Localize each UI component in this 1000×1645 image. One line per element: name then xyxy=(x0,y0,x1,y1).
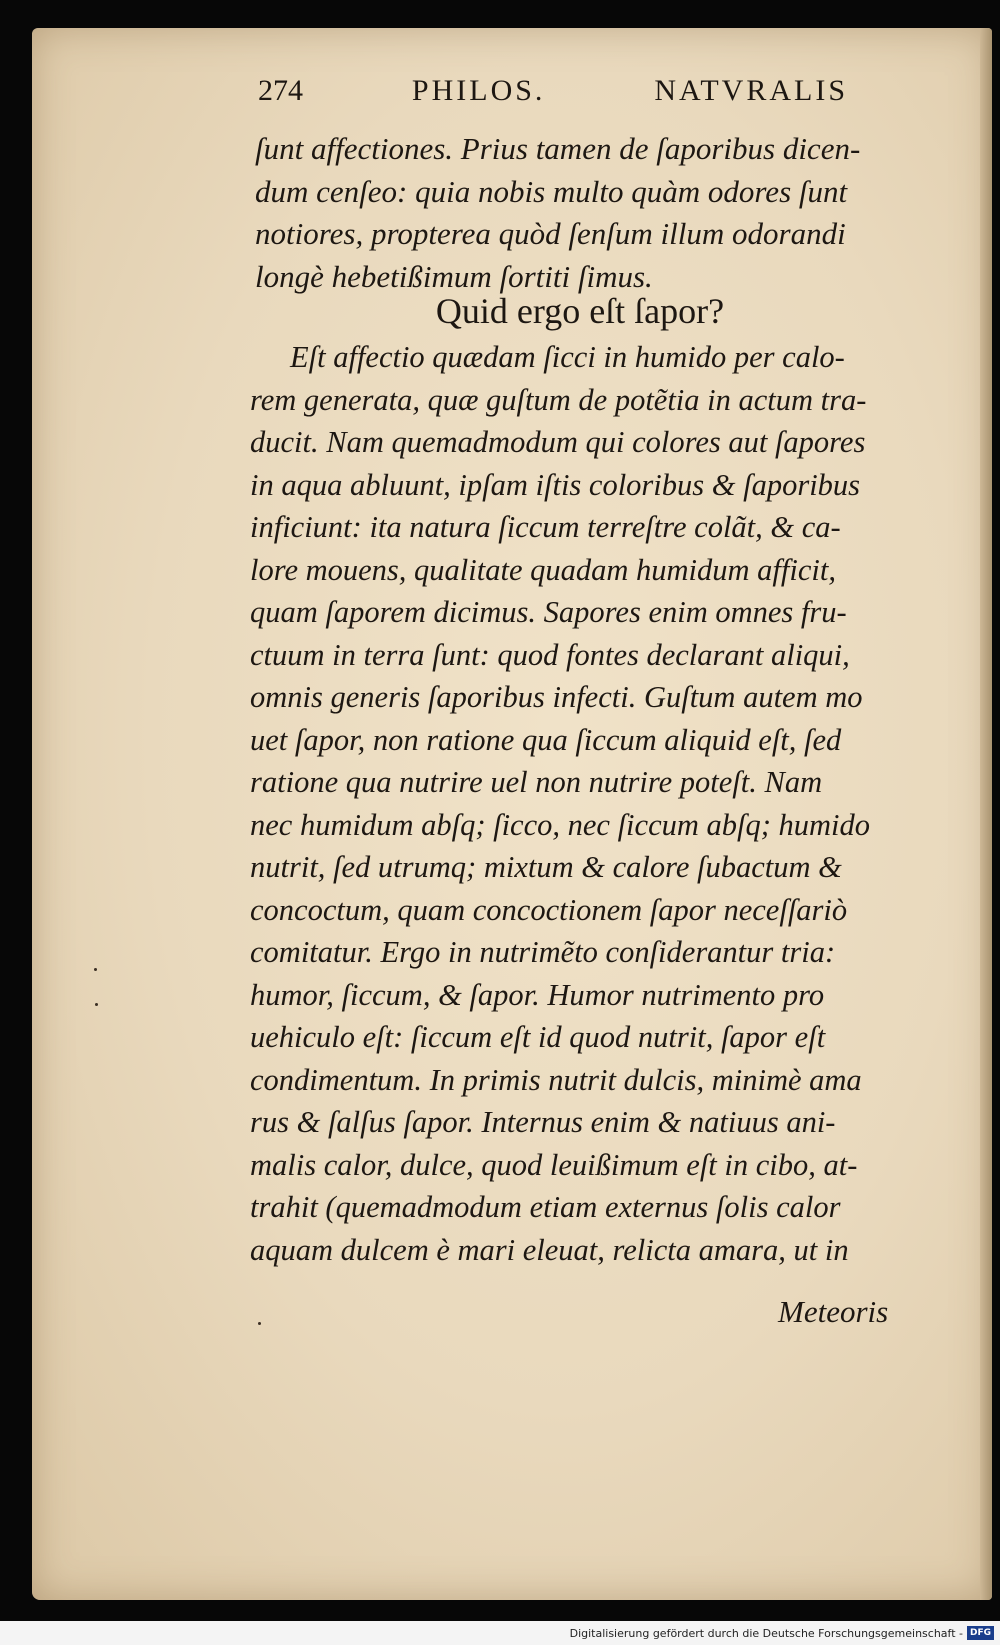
text-line: in aqua abluunt, ipſam iſtis coloribus & ſaporibus xyxy=(250,467,861,502)
text-line: ctuum in terra ſunt: quod fontes declarant aliqui, xyxy=(250,637,850,672)
page-number: 274 xyxy=(258,74,303,107)
text-line: nutrit, ſed utrumq; mixtum & calore ſubactum & xyxy=(250,850,842,884)
funding-credit: Digitalisierung gefördert durch die Deutsche Forschungsgemeinschaft - xyxy=(569,1626,963,1640)
text-line: ſunt affectiones. Prius tamen de ſaporibus dicen- xyxy=(255,131,861,166)
catchword: Meteoris xyxy=(778,1294,889,1329)
text-line: aquam dulcem è mari eleuat, relicta amara, ut in xyxy=(250,1232,849,1267)
text-line: ducit. Nam quemadmodum qui colores aut ſapores xyxy=(250,425,866,459)
text-line: nec humidum abſq; ſicco, nec ſiccum abſq; humido xyxy=(250,807,871,842)
footer-bar xyxy=(0,1621,1000,1645)
page-edge xyxy=(980,28,992,1600)
text-line: rem generata, quæ guſtum de potẽtia in actum tra- xyxy=(250,382,867,417)
ink-speck xyxy=(94,968,97,971)
text-line: condimentum. In primis nutrit dulcis, minimè ama xyxy=(250,1062,862,1097)
text-line: trahit (quemadmodum etiam externus ſolis calor xyxy=(250,1190,841,1224)
opening-paragraph xyxy=(255,128,905,298)
text-line: longè hebetißimum ſortiti ſimus. xyxy=(255,258,653,294)
text-line: dum cenſeo: quia nobis multo quàm odores ſunt xyxy=(255,173,848,209)
running-head-left: PHILOS. xyxy=(411,74,546,107)
text-line: humor, ſiccum, & ſapor. Humor nutrimento pro xyxy=(250,977,825,1012)
ink-speck xyxy=(258,1322,261,1325)
text-line: notiores, propterea quòd ſenſum illum odorandi xyxy=(255,216,846,251)
text-line: rus & ſalſus ſapor. Internus enim & natiuus ani- xyxy=(250,1105,836,1139)
ink-speck xyxy=(95,1003,98,1006)
dfg-logo: DFG xyxy=(967,1626,994,1640)
text-line: malis calor, dulce, quod leuißimum eſt in cibo, at- xyxy=(250,1147,858,1182)
text-line: quam ſaporem dicimus. Sapores enim omnes fru- xyxy=(250,595,847,629)
text-line: omnis generis ſaporibus infecti. Guſtum autem mo xyxy=(250,680,863,714)
text-line: concoctum, quam concoctionem ſapor neceſſariò xyxy=(250,892,848,927)
text-line: uehiculo eſt: ſiccum eſt id quod nutrit, ſapor eſt xyxy=(250,1020,826,1054)
section-heading: Quid ergo eſt ſapor? xyxy=(435,291,725,331)
body-paragraph xyxy=(250,336,910,1271)
running-head-right: NATVRALIS xyxy=(654,74,848,107)
text-line: inficiunt: ita natura ſiccum terreſtre colãt, & ca- xyxy=(250,510,841,544)
running-head xyxy=(258,74,848,108)
text-line: uet ſapor, non ratione qua ſiccum aliquid eſt, ſed xyxy=(250,722,842,757)
text-line: comitatur. Ergo in nutrimẽto conſiderantur tria: xyxy=(250,935,836,969)
text-line: Eſt affectio quædam ſicci in humido per calo- xyxy=(290,340,845,374)
text-line: ratione qua nutrire uel non nutrire poteſt. Nam xyxy=(250,765,823,799)
text-line: lore mouens, qualitate quadam humidum afficit, xyxy=(250,552,836,587)
